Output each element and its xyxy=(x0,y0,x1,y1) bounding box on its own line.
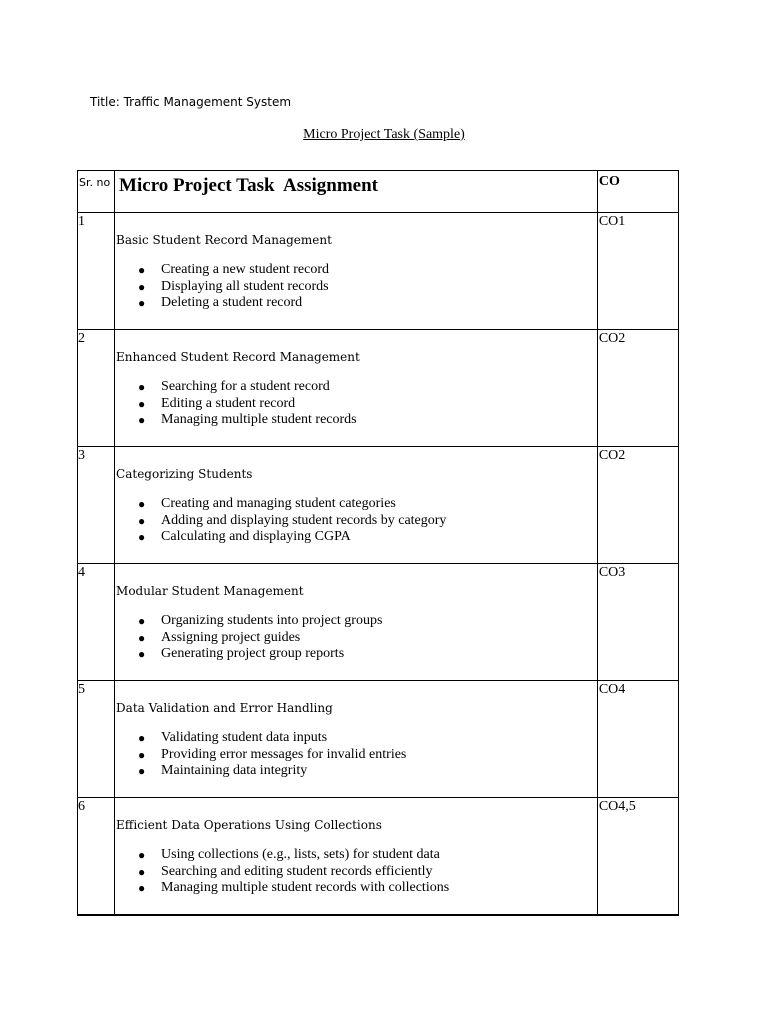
row-task xyxy=(115,447,598,564)
list-item-text: Managing multiple student records with collections xyxy=(161,880,450,896)
table-row xyxy=(78,213,679,330)
list-item-text: Searching and editing student records efficiently xyxy=(161,863,433,879)
list-item xyxy=(138,646,597,663)
bullet-icon: ● xyxy=(138,530,146,545)
task-title: Enhanced Student Record Management xyxy=(116,350,360,364)
list-item-text: Assigning project guides xyxy=(161,629,301,645)
list-item-text: Searching for a student record xyxy=(161,379,330,394)
list-item xyxy=(138,396,597,413)
list-item-text: Organizing students into project groups xyxy=(161,613,383,628)
row-sr-no: 2 xyxy=(78,330,115,447)
list-item xyxy=(138,847,597,864)
task-title: Modular Student Management xyxy=(116,584,304,598)
bullet-icon: ● xyxy=(138,497,146,511)
table-row xyxy=(78,681,679,798)
header-sr-no: Sr. no xyxy=(78,171,115,213)
bullet-icon: ● xyxy=(138,630,146,645)
bullet-icon: ● xyxy=(138,380,146,394)
list-item xyxy=(138,763,597,780)
row-co: CO1 xyxy=(597,213,678,330)
bullet-icon: ● xyxy=(138,647,146,662)
bullet-icon: ● xyxy=(138,279,146,294)
bullet-icon: ● xyxy=(138,848,146,862)
task-title: Efficient Data Operations Using Collections xyxy=(116,818,382,832)
list-item xyxy=(138,747,597,764)
task-points-list xyxy=(116,262,597,312)
bullet-icon: ● xyxy=(138,881,146,896)
list-item-text: Adding and displaying student records by category xyxy=(161,512,447,528)
row-co: CO4,5 xyxy=(597,798,678,915)
task-points-list xyxy=(116,496,597,546)
bullet-icon: ● xyxy=(138,731,146,745)
header-co: CO xyxy=(597,171,678,213)
list-item xyxy=(138,262,597,279)
row-sr-no: 3 xyxy=(78,447,115,564)
list-item xyxy=(138,496,597,513)
list-item-text: Calculating and displaying CGPA xyxy=(161,529,351,545)
list-item-text: Managing multiple student records xyxy=(161,412,357,428)
list-item-text: Using collections (e.g., lists, sets) for student data xyxy=(161,847,440,862)
list-item xyxy=(138,613,597,630)
list-item xyxy=(138,529,597,546)
row-co: CO3 xyxy=(597,564,678,681)
list-item xyxy=(138,279,597,296)
task-points-list xyxy=(116,613,597,663)
list-item xyxy=(138,730,597,747)
list-item-text: Providing error messages for invalid entries xyxy=(161,746,407,762)
list-item xyxy=(138,880,597,897)
bullet-icon: ● xyxy=(138,614,146,628)
task-points-list xyxy=(116,379,597,429)
row-co: CO4 xyxy=(597,681,678,798)
bullet-icon: ● xyxy=(138,413,146,428)
list-item-text: Generating project group reports xyxy=(161,646,345,662)
row-co: CO2 xyxy=(597,330,678,447)
row-task xyxy=(115,681,598,798)
list-item-text: Validating student data inputs xyxy=(161,730,328,745)
row-sr-no: 4 xyxy=(78,564,115,681)
list-item-text: Deleting a student record xyxy=(161,295,303,311)
bullet-icon: ● xyxy=(138,396,146,411)
row-task xyxy=(115,564,598,681)
header-task: Micro Project Task Assignment xyxy=(115,171,598,213)
task-title: Basic Student Record Management xyxy=(116,233,332,247)
list-item xyxy=(138,379,597,396)
list-item-text: Creating a new student record xyxy=(161,262,329,277)
table-row xyxy=(78,330,679,447)
page-heading xyxy=(0,126,768,144)
list-item xyxy=(138,864,597,881)
task-table xyxy=(77,170,679,916)
list-item-text: Displaying all student records xyxy=(161,278,329,294)
list-item-text: Creating and managing student categories xyxy=(161,496,396,511)
table-row xyxy=(78,447,679,564)
table-row xyxy=(78,798,679,915)
task-title: Data Validation and Error Handling xyxy=(116,701,333,715)
bullet-icon: ● xyxy=(138,747,146,762)
row-task xyxy=(115,798,598,915)
task-points-list xyxy=(116,847,597,897)
list-item-text: Editing a student record xyxy=(161,395,296,411)
task-title: Categorizing Students xyxy=(116,467,253,481)
list-item xyxy=(138,295,597,312)
bullet-icon: ● xyxy=(138,263,146,277)
bullet-icon: ● xyxy=(138,764,146,779)
table-header-row xyxy=(78,171,679,213)
list-item xyxy=(138,630,597,647)
row-sr-no: 1 xyxy=(78,213,115,330)
document-title: Title: Traffic Management System xyxy=(90,95,292,109)
bullet-icon: ● xyxy=(138,864,146,879)
row-sr-no: 6 xyxy=(78,798,115,915)
list-item xyxy=(138,513,597,530)
table-row xyxy=(78,564,679,681)
row-task xyxy=(115,330,598,447)
list-item-text: Maintaining data integrity xyxy=(161,763,308,779)
page-heading-text: Micro Project Task (Sample) xyxy=(303,127,465,142)
task-points-list xyxy=(116,730,597,780)
list-item xyxy=(138,412,597,429)
bullet-icon: ● xyxy=(138,513,146,528)
row-sr-no: 5 xyxy=(78,681,115,798)
row-co: CO2 xyxy=(597,447,678,564)
bullet-icon: ● xyxy=(138,296,146,311)
row-task xyxy=(115,213,598,330)
